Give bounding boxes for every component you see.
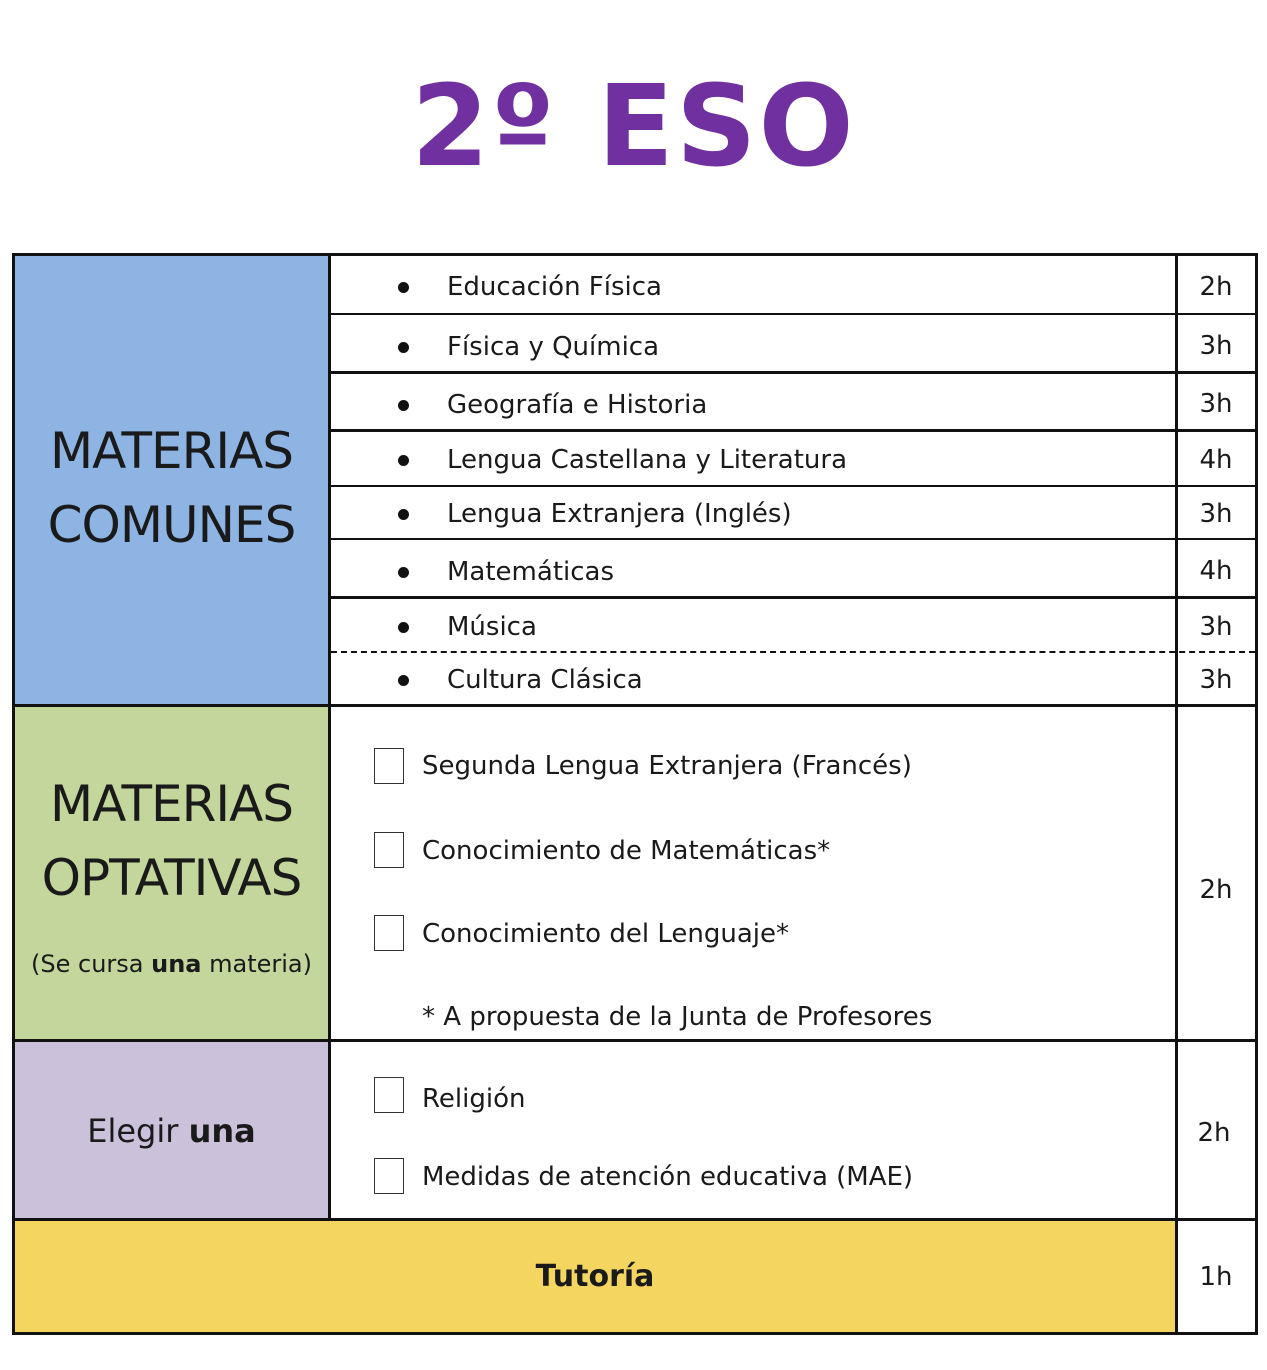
option-label: Conocimiento de Matemáticas* (422, 836, 831, 866)
page-title: 2º ESO (411, 62, 856, 192)
row-divider (331, 538, 1255, 540)
elegir-label-pre: Elegir (87, 1112, 189, 1150)
subject-name: Matemáticas (447, 557, 615, 587)
tutoria-label: Tutoría (535, 1259, 655, 1294)
bullet-icon (398, 342, 409, 353)
row-divider (331, 485, 1255, 487)
option-label: Conocimiento del Lenguaje* (422, 919, 789, 949)
option-label: Religión (422, 1084, 526, 1114)
comunes-heading-block (15, 256, 331, 706)
bullet-icon (398, 622, 409, 633)
bullet-icon (398, 455, 409, 466)
optativas-heading-block (15, 707, 331, 1040)
bullet-icon (398, 509, 409, 520)
optativas-note-pre: (Se cursa (31, 950, 152, 978)
row-divider (331, 313, 1255, 315)
elegir-label-bold: una (188, 1112, 256, 1150)
subject-name: Lengua Castellana y Literatura (447, 445, 848, 475)
tutoria-hours: 1h (1199, 1262, 1233, 1292)
subject-name: Geografía e Historia (447, 390, 708, 420)
subject-hours: 2h (1199, 272, 1233, 302)
checkbox-icon[interactable] (374, 1077, 404, 1113)
bullet-icon (398, 400, 409, 411)
subject-hours: 4h (1199, 445, 1233, 475)
checkbox-icon[interactable] (374, 832, 404, 868)
subject-hours: 4h (1199, 556, 1233, 586)
subject-hours: 3h (1199, 331, 1233, 361)
bullet-icon (398, 282, 409, 293)
elegir-label (15, 1112, 328, 1150)
bullet-icon (398, 675, 409, 686)
subject-name: Lengua Extranjera (Inglés) (447, 499, 792, 529)
row-divider (331, 596, 1255, 599)
row-divider-dashed (331, 651, 1255, 653)
optativas-heading-line2: OPTATIVAS (41, 849, 302, 907)
optativas-note-post: materia) (201, 950, 312, 978)
checkbox-icon[interactable] (374, 748, 404, 784)
comunes-heading-line1: MATERIAS (49, 422, 294, 480)
subject-name: Educación Física (447, 272, 662, 302)
row-divider (331, 371, 1255, 374)
bullet-icon (398, 567, 409, 578)
row-divider (331, 429, 1255, 432)
subject-name: Física y Química (447, 332, 660, 362)
elegir-heading-block (15, 1042, 331, 1219)
comunes-heading-line2: COMUNES (47, 496, 296, 554)
checkbox-icon[interactable] (374, 1158, 404, 1194)
subject-hours: 3h (1199, 499, 1233, 529)
elegir-hours: 2h (1197, 1118, 1231, 1148)
checkbox-icon[interactable] (374, 915, 404, 951)
subject-name: Música (447, 612, 537, 642)
subject-hours: 3h (1199, 389, 1233, 419)
option-label: Segunda Lengua Extranjera (Francés) (422, 751, 912, 781)
optativas-footnote: * A propuesta de la Junta de Profesores (422, 1002, 933, 1032)
optativas-heading-line1: MATERIAS (49, 775, 294, 833)
tutoria-block (15, 1221, 1175, 1332)
option-label: Medidas de atención educativa (MAE) (422, 1162, 914, 1192)
optativas-hours: 2h (1199, 875, 1233, 905)
optativas-note-bold: una (151, 950, 202, 978)
subject-hours: 3h (1199, 665, 1233, 695)
subject-name: Cultura Clásica (447, 665, 643, 695)
subject-hours: 3h (1199, 612, 1233, 642)
optativas-note (15, 950, 328, 978)
